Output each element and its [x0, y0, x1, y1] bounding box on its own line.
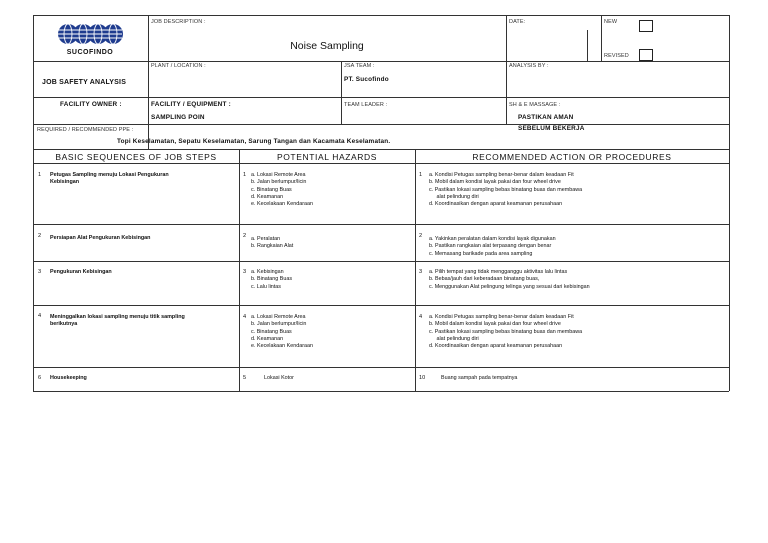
ppe-label: REQUIRED / RECOMMENDED PPE :	[37, 127, 134, 133]
header-divider-3	[33, 124, 729, 125]
row-divider-1	[33, 224, 729, 225]
hazard-item: c. Lalu lintas	[251, 283, 281, 290]
action-item: b. Bebas/jauh dari keberadaan binatang buas,	[429, 276, 540, 283]
table-border-right	[729, 15, 730, 391]
header-col-divider-3	[506, 15, 507, 124]
action-item: c. Menggunakan Alat pelingung telinga yang sesuai dari kebisingan	[429, 283, 590, 290]
action-item: d. Koordinasikan dengan aparat keamanan perusahaan	[429, 343, 563, 350]
new-checkbox[interactable]	[639, 20, 653, 32]
action-item: a. Pilih tempat yang tidak mengganggu aktivitas lalu lintas	[429, 269, 568, 275]
hazard-item: a. Kebisingan	[251, 269, 284, 275]
action-number: 10	[419, 375, 426, 381]
header-col-divider-1	[148, 15, 149, 149]
team-leader-label: TEAM LEADER :	[344, 102, 388, 108]
action-item: a. Yakinkan peralatan dalam kondisi layak digunakan	[429, 236, 556, 242]
step-number: 1	[38, 172, 42, 178]
action-item: c. Pastikan lokasi sampling bebas binatang buas dan membawa	[429, 328, 583, 335]
header-col-divider-2	[341, 61, 342, 124]
revised-checkbox[interactable]	[639, 49, 653, 61]
row-divider-3	[33, 305, 729, 306]
action-number: 2	[419, 233, 423, 239]
table-border-left	[33, 15, 34, 391]
hazard-number: 5	[243, 375, 247, 381]
action-item: d. Koordinasikan dengan aparat keamanan perusahaan	[429, 201, 563, 208]
hazard-item: Lokasi Kotor	[264, 375, 294, 381]
table-border-bottom	[33, 391, 729, 392]
step-number: 4	[38, 313, 42, 319]
hazard-item: b. Jalan berlumpur/licin	[251, 321, 307, 328]
row-divider-4	[33, 367, 729, 368]
hazard-number: 4	[243, 314, 247, 320]
step-line: Kebisingan	[50, 179, 80, 186]
sucofindo-logo	[56, 20, 124, 58]
action-item: Buang sampah pada tempatnya	[441, 375, 518, 381]
action-number: 3	[419, 269, 423, 275]
hazard-number: 1	[243, 172, 247, 178]
header-divider-1	[33, 61, 729, 62]
column-header-actions: RECOMMENDED ACTION OR PROCEDURES	[472, 152, 672, 162]
analysis-by-label: ANALYSIS BY :	[509, 63, 549, 69]
hazard-number: 3	[243, 269, 247, 275]
column-header-hazards: POTENTIAL HAZARDS	[276, 152, 378, 162]
she-massage-line1: PASTIKAN AMAN	[518, 114, 574, 121]
job-description-label: JOB DESCRIPTION :	[151, 19, 206, 25]
column-divider-2	[415, 149, 416, 391]
hazard-item: d. Keamanan	[251, 335, 284, 342]
facility-equipment-value: SAMPLING POIN	[151, 114, 205, 121]
facility-equipment-label: FACILITY / EQUIPMENT :	[151, 101, 231, 108]
action-item: c. Memasang barikade pada area sampling	[429, 250, 533, 257]
action-item: b. Mobil dalam kondisi layak pakai dan four wheel drive	[429, 179, 561, 186]
column-header-steps: BASIC SEQUENCES OF JOB STEPS	[55, 152, 217, 162]
new-label: NEW	[604, 19, 618, 25]
action-item: alat pelindung diri	[429, 335, 479, 342]
step-line: Housekeeping	[50, 375, 87, 381]
facility-owner-label: FACILITY OWNER :	[60, 101, 122, 108]
header-divider-2	[33, 97, 729, 98]
action-item: b. Mobil dalam kondisi layak pakai dan four wheel drive	[429, 321, 561, 328]
job-description-value: Noise Sampling	[290, 40, 364, 52]
step-number: 2	[38, 233, 42, 239]
action-item: alat pelindung diri	[429, 193, 479, 200]
step-line: Meninggalkan lokasi sampling menuju titik sampling	[50, 314, 185, 320]
action-item: a. Kondisi Petugas sampling benar-benar dalam keadaan Fit	[429, 172, 574, 178]
hazard-item: e. Kecelakaan Kendaraan	[251, 201, 314, 208]
action-item: a. Kondisi Petugas sampling benar-benar dalam keadaan Fit	[429, 314, 574, 320]
hazard-item: a. Peralatan	[251, 236, 281, 242]
date-label: DATE:	[509, 19, 526, 25]
header-divider-4	[33, 149, 729, 150]
action-number: 4	[419, 314, 423, 320]
logo-text: SUCOFINDO	[66, 49, 114, 56]
header-col-divider-4	[601, 15, 602, 61]
action-number: 1	[419, 172, 423, 178]
hazard-item: a. Lokasi Remote Area	[251, 172, 306, 178]
step-line: Petugas Sampling menuju Lokasi Pengukuran	[50, 172, 169, 178]
hazard-item: b. Binatang Buas	[251, 276, 293, 283]
step-line: berikutnya	[50, 321, 78, 328]
hazard-item: c. Binatang Buas	[251, 186, 292, 193]
hazard-item: a. Lokasi Remote Area	[251, 314, 306, 320]
column-divider-1	[239, 149, 240, 391]
ppe-value: Topi Keselamatan, Sepatu Keselamatan, Sarung Tangan dan Kacamata Keselamatan.	[117, 138, 391, 145]
jsa-team-value: PT. Sucofindo	[344, 76, 389, 83]
hazard-number: 2	[243, 233, 247, 239]
hazard-item: b. Jalan berlumpur/licin	[251, 179, 307, 186]
step-number: 3	[38, 269, 42, 275]
plant-location-label: PLANT / LOCATION :	[151, 63, 206, 69]
hazard-item: e. Kecelakaan Kendaraan	[251, 343, 314, 350]
jsa-team-label: JSA TEAM :	[344, 63, 375, 69]
she-massage-label: SH & E MASSAGE :	[509, 102, 561, 108]
date-divider	[587, 30, 588, 61]
hazard-item: c. Binatang Buas	[251, 328, 292, 335]
hazard-item: d. Keamanan	[251, 193, 284, 200]
revised-label: REVISED	[604, 53, 629, 59]
action-item: c. Pastikan lokasi sampling bebas binatang buas dan membawa	[429, 186, 583, 193]
step-line: Persiapan Alat Pengukuran Kebisingan	[50, 235, 151, 241]
header-divider-5	[33, 163, 729, 164]
step-number: 6	[38, 375, 42, 381]
row-divider-2	[33, 261, 729, 262]
hazard-item: b. Rangkaian Alat	[251, 243, 294, 250]
table-border-top	[33, 15, 729, 16]
she-massage-line2: SEBELUM BEKERJA	[518, 125, 585, 132]
form-title: JOB SAFETY ANALYSIS	[42, 79, 127, 86]
step-line: Pengukuran Kebisingan	[50, 269, 112, 275]
action-item: b. Pastikan rangkaian alat terpasang dengan benar	[429, 243, 552, 250]
